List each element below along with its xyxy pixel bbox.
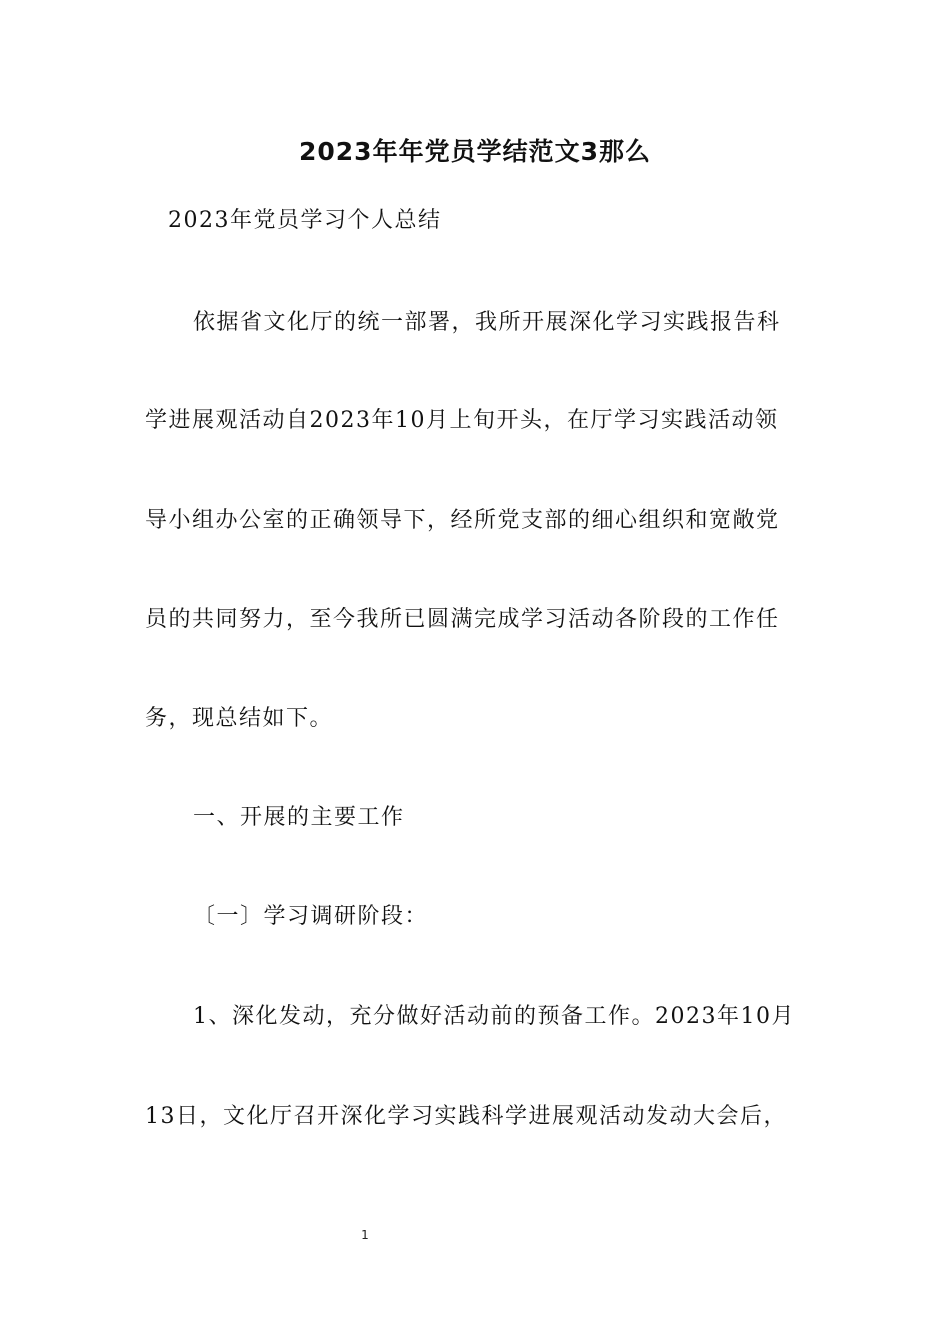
body-line-5: 务，现总结如下。 <box>145 706 334 731</box>
document-subtitle: 2023年党员学习个人总结 <box>168 208 442 233</box>
page-number: 1 <box>361 1228 369 1242</box>
document-title: 2023年年党员学结范文3那么 <box>299 137 651 166</box>
body-line-7: 13日，文化厅召开深化学习实践科学进展观活动发动大会后， <box>145 1104 787 1129</box>
body-line-2: 学进展观活动自2023年10月上旬开头，在厅学习实践活动领 <box>145 408 779 433</box>
section-heading-1: 一、开展的主要工作 <box>193 805 405 830</box>
body-line-4: 员的共同努力，至今我所已圆满完成学习活动各阶段的工作任 <box>145 607 780 632</box>
body-line-1: 依据省文化厅的统一部署，我所开展深化学习实践报告科 <box>193 310 781 335</box>
body-line-3: 导小组办公室的正确领导下，经所党支部的细心组织和宽敞党 <box>145 508 780 533</box>
subsection-heading-1: 〔一〕学习调研阶段： <box>193 904 429 929</box>
body-line-6: 1、深化发动，充分做好活动前的预备工作。2023年10月 <box>193 1004 795 1029</box>
